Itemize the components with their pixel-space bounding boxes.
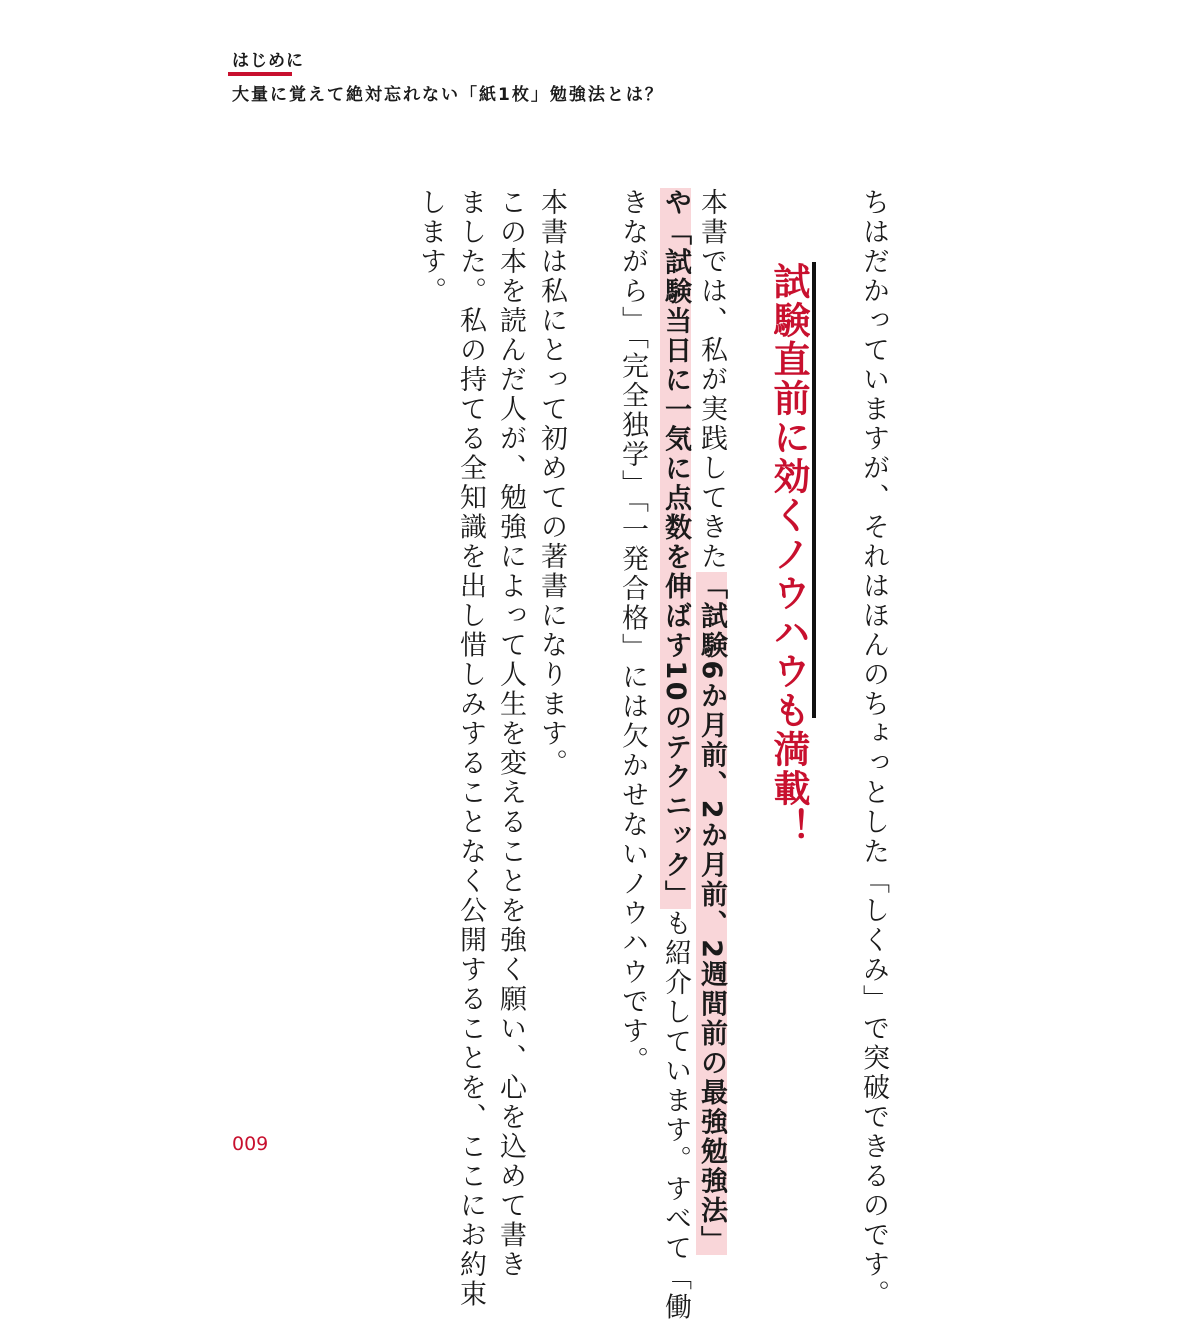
body-line-4-pre: や [660,188,691,218]
body-line-6: 本書は私にとって初めての著書になります。 [536,188,567,778]
body-line-4 [653,188,689,1322]
page-number: 009 [232,1133,269,1155]
body-line-3 [698,188,725,1255]
body-line-4-tail: も紹介しています。すべて「働 [660,909,691,1322]
chapter-underline [228,72,292,76]
body-line-1: ちはだかっていますが、それはほんのちょっとした「しくみ」で突破できるのです。 [858,188,889,1309]
body-line-9: します。 [415,188,446,306]
highlight-exam-techniques: 「試験当日に一気に点数を伸ばす10のテクニック」 [660,217,691,910]
body-line-8: ました。私の持てる全知識を出し惜しみすることなく公開することを、ここにお約束 [455,188,486,1309]
body-line-7: この本を読んだ人が、勉強によって人生を変えることを強く願い、心を込めて書き [495,188,526,1280]
chapter-label: はじめに [232,51,304,71]
highlight-study-methods: 「試験6か月前、2か月前、2週間前の最強勉強法」 [696,571,727,1255]
heading-bar [812,262,816,718]
body-line-5b: きながら」「完全独学」「一発合格」には欠かせないノウハウです。 [617,188,648,1076]
chapter-title: 大量に覚えて絶対忘れない「紙1枚」勉強法とは？ [232,85,664,105]
section-heading: 試験直前に効くノウハウも満載！ [767,262,810,847]
body-line-3-text: 本書では、私が実践してきた [696,188,727,572]
